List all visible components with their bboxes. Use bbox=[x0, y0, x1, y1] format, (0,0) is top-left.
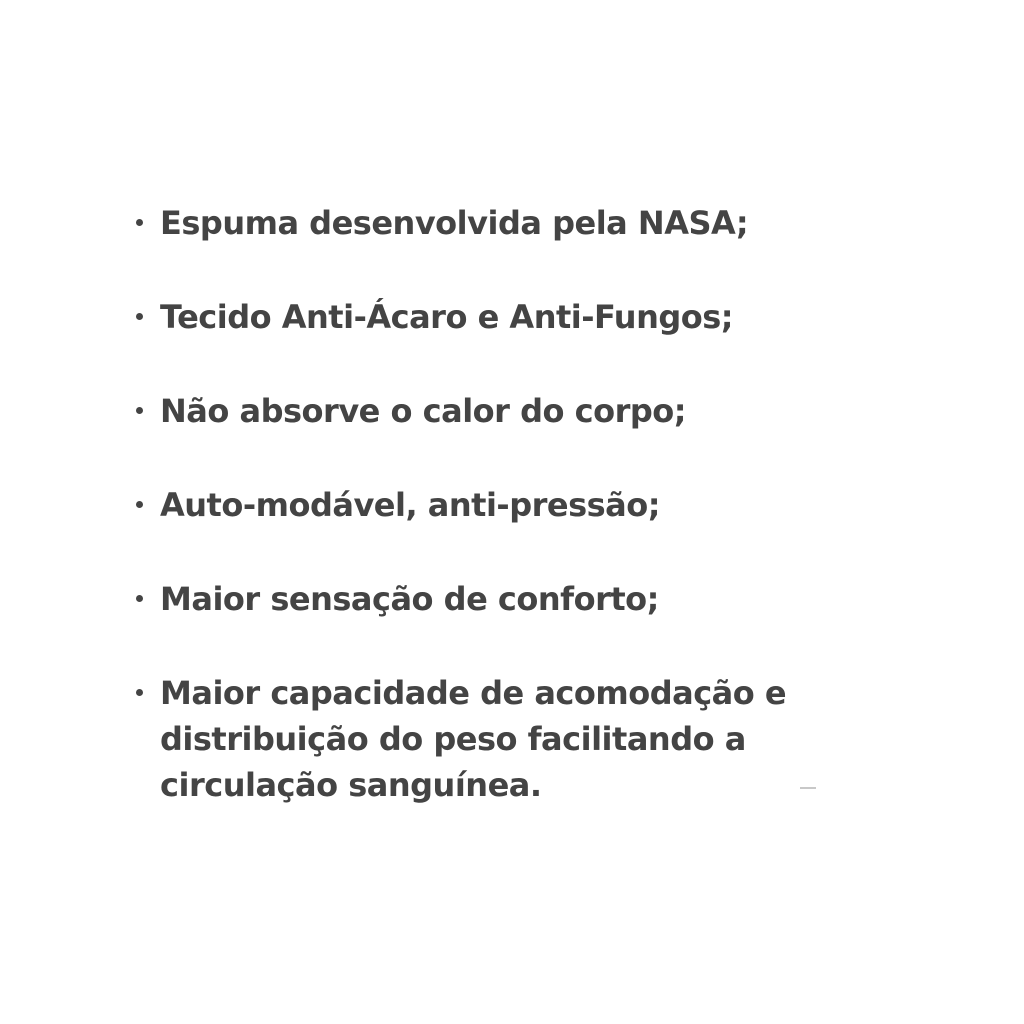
bullet-icon bbox=[136, 313, 143, 320]
feature-item-weight-distribution bbox=[160, 670, 860, 808]
bullet-icon bbox=[136, 689, 143, 696]
divider-mark bbox=[800, 787, 816, 789]
feature-item-anti-mite-fabric bbox=[160, 294, 860, 340]
feature-text: Não absorve o calor do corpo; bbox=[160, 392, 687, 430]
feature-text: Espuma desenvolvida pela NASA; bbox=[160, 204, 749, 242]
feature-list bbox=[160, 200, 860, 808]
feature-text: Tecido Anti-Ácaro e Anti-Fungos; bbox=[160, 298, 734, 336]
feature-text: Maior capacidade de acomodação e distribuição do peso facilitando a circulação sanguínea. bbox=[160, 674, 787, 804]
feature-item-nasa-foam bbox=[160, 200, 860, 246]
feature-text: Maior sensação de conforto; bbox=[160, 580, 659, 618]
bullet-icon bbox=[136, 219, 143, 226]
feature-item-heat bbox=[160, 388, 860, 434]
bullet-icon bbox=[136, 501, 143, 508]
bullet-icon bbox=[136, 407, 143, 414]
feature-text: Auto-modável, anti-pressão; bbox=[160, 486, 661, 524]
feature-item-comfort bbox=[160, 576, 860, 622]
feature-item-self-molding bbox=[160, 482, 860, 528]
bullet-icon bbox=[136, 595, 143, 602]
